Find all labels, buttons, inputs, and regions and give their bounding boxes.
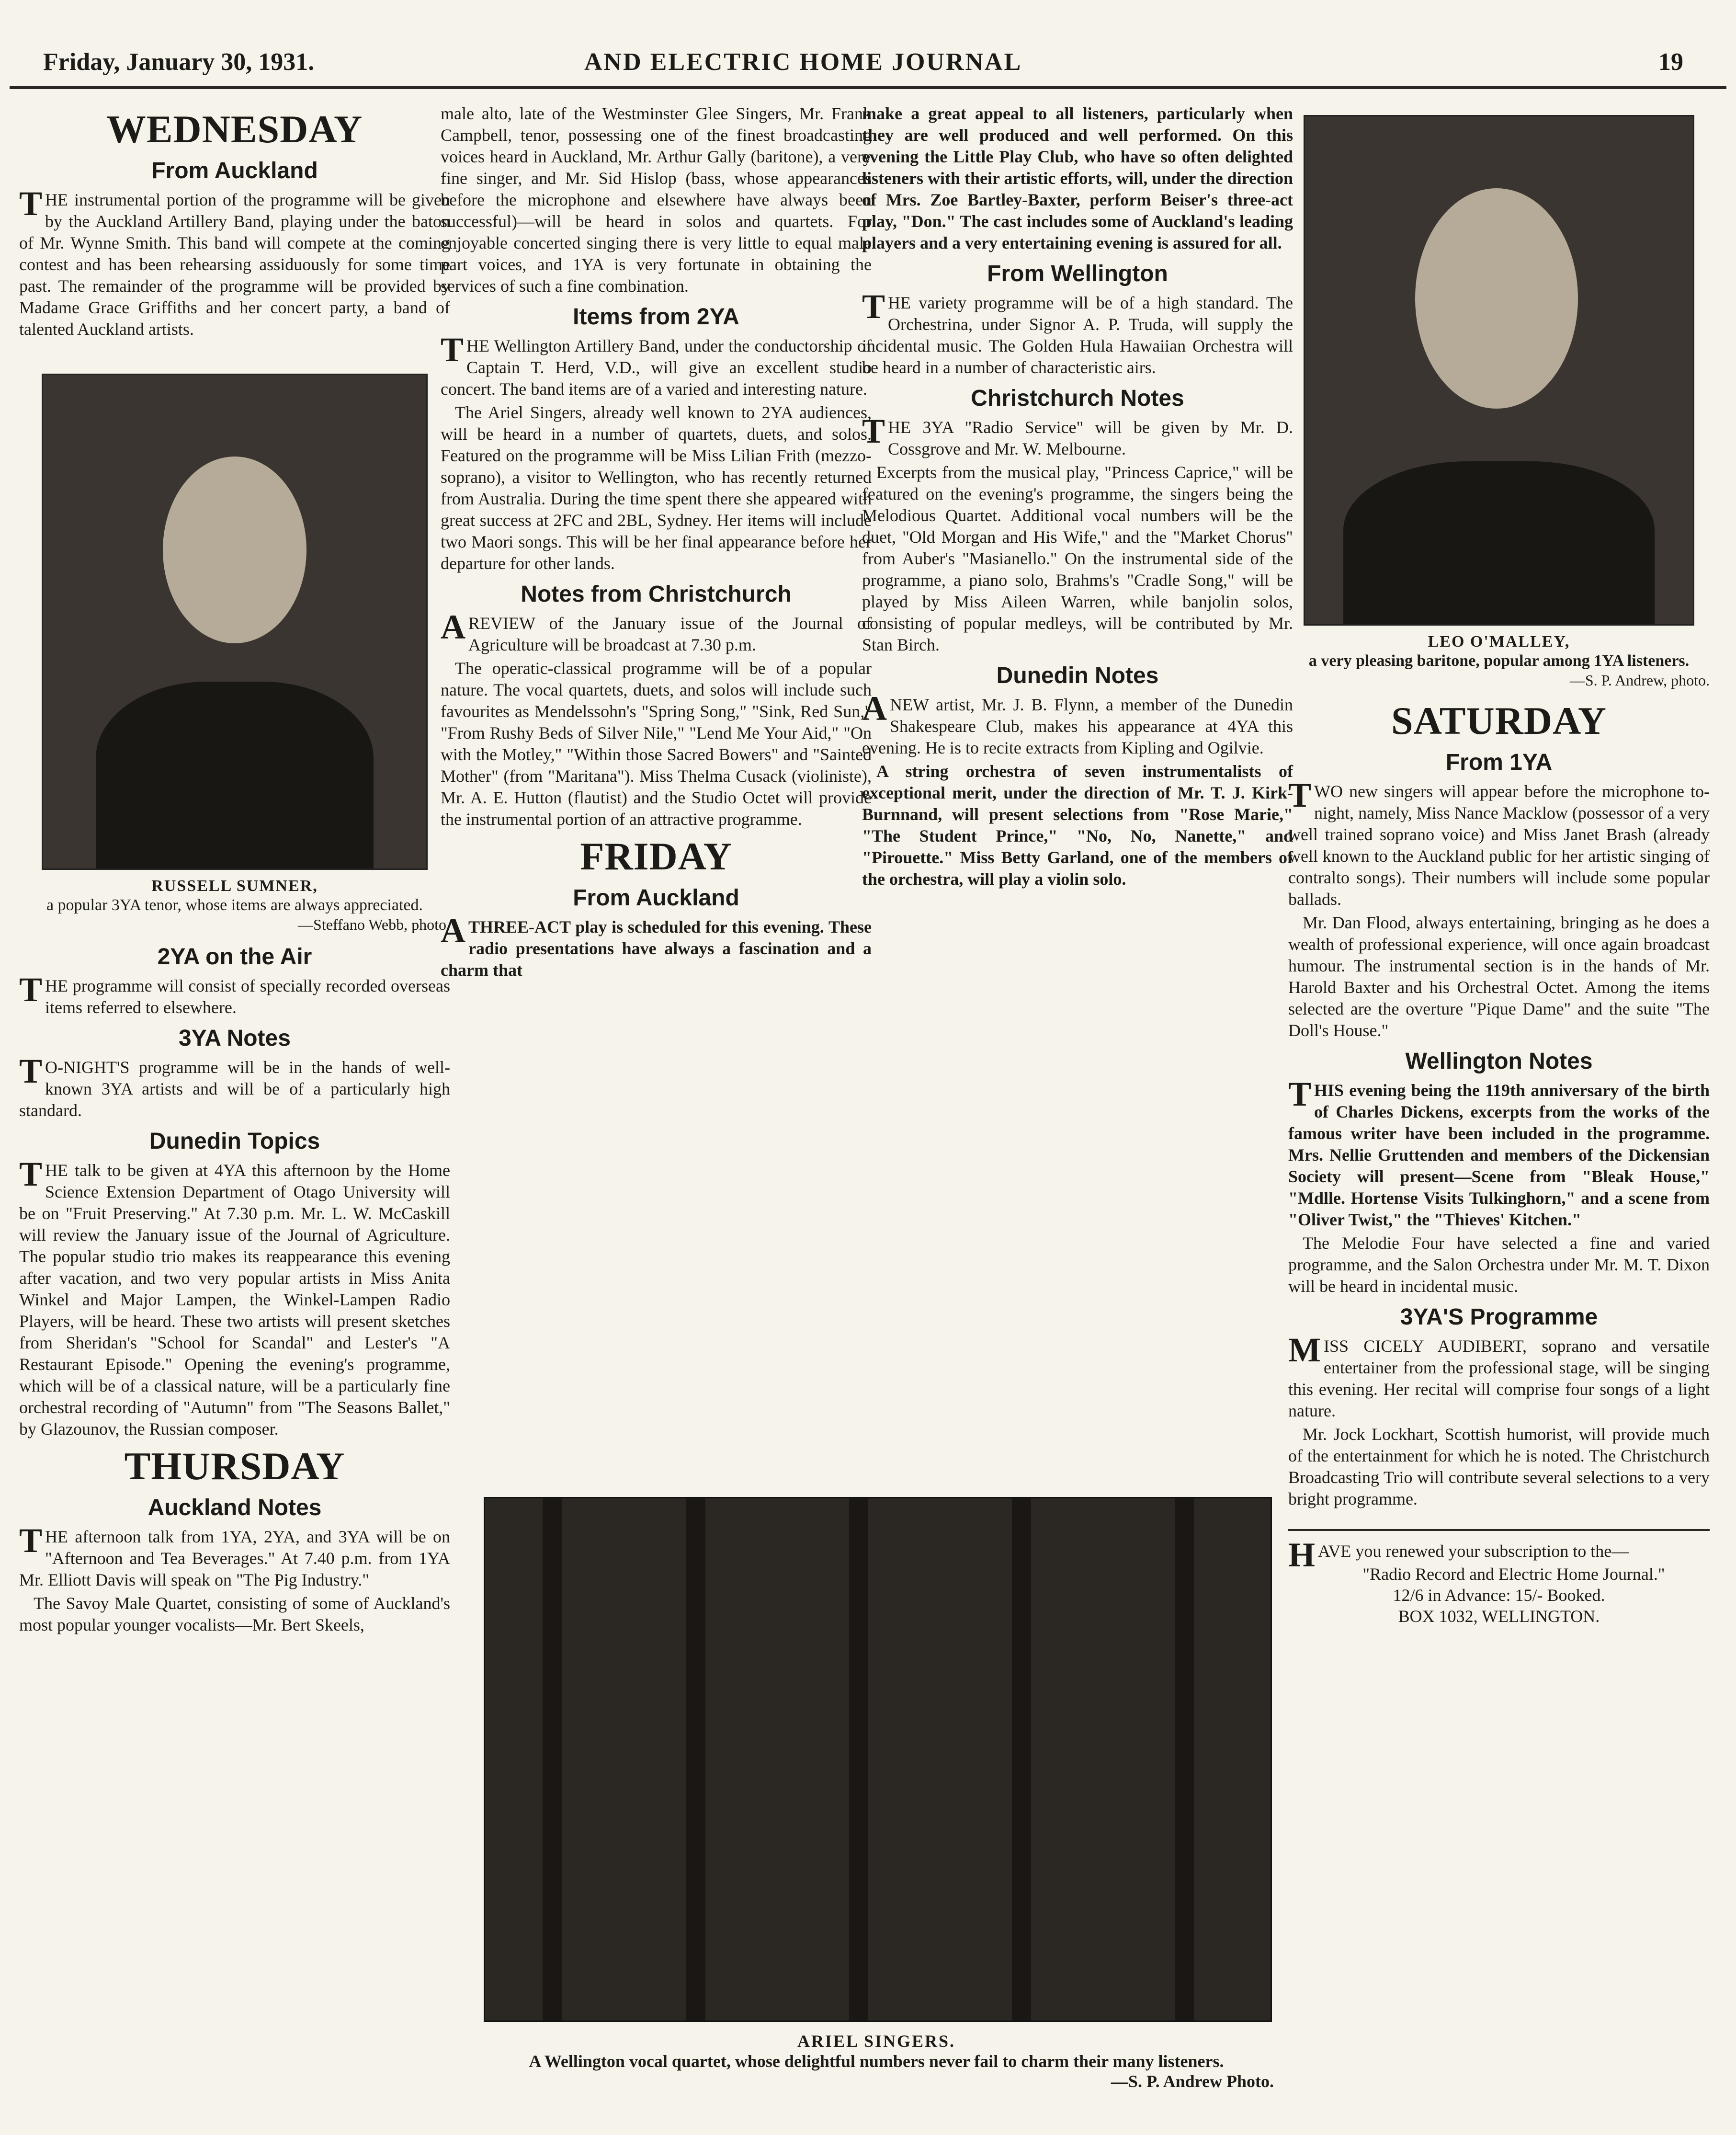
caption-description: a very pleasing baritone, popular among 1YA listeners. xyxy=(1308,652,1690,670)
column-1 xyxy=(19,103,450,1638)
section-title: From Auckland xyxy=(573,885,739,911)
section-title: Dunedin Topics xyxy=(149,1129,320,1154)
paragraph: The Melodie Four have selected a fine and varied programme, and the Salon Orchestra under Mr. M. T. Dixon will be heard in incidental music. xyxy=(1288,1233,1710,1296)
column-3 xyxy=(862,103,1293,892)
paragraph: THIS evening being the 119th anniversary of the birth of Charles Dickens, excerpts from the works of the famous writer have been included in the programme. Mrs. Nellie Gruttenden and members of the Dickensian Society will present—Scene from "Bleak House," "Mdlle. Hortense Visits Tulkinghorn," and a scene from "Oliver Twist," the "Thieves' Kitchen." xyxy=(1288,1075,1710,1229)
paragraph: THE Wellington Artillery Band, under the conductorship of Captain T. Herd, V.D., will give an excellent studio concert. The band items are of a varied and interesting nature. xyxy=(441,331,872,399)
section-title: Auckland Notes xyxy=(148,1495,322,1520)
photo-credit: —Steffano Webb, photo. xyxy=(298,916,450,933)
caption-name: LEO O'MALLEY, xyxy=(1428,633,1570,651)
section-title: From Wellington xyxy=(987,261,1168,286)
caption-description: A Wellington vocal quartet, whose delightful numbers never fail to charm their many listeners. xyxy=(529,2052,1224,2071)
day-heading-thursday: THURSDAY xyxy=(124,1444,345,1488)
paragraph: The Ariel Singers, already well known to 2YA audiences, will be heard in a number of quartets, duets, and solos. Featured on the programme will be Miss Lilian Frith (mezzo-soprano), a visitor to Wellington, who has recently returned from Australia. During the time spent there she appeared with great success at 2FC and 2BL, Sydney. Her items will include two Maori songs. This will be her final appearance before her departure for other lands. xyxy=(441,403,872,573)
paragraph: make a great appeal to all listeners, particularly when they are well produced and well performed. On this evening the Little Play Club, who have so often delighted listeners with their artistic efforts, will, under the direction of Mrs. Zoe Bartley-Baxter, perform Beiser's three-act play, "Don." The cast includes some of Auckland's leading players and a very entertaining evening is assured for all. xyxy=(862,104,1293,252)
portrait-photo-leo-omalley xyxy=(1304,115,1694,626)
paragraph: Mr. Jock Lockhart, Scottish humorist, will provide much of the entertainment for which he is noted. The Christchurch Broadcasting Trio will contribute several selections to a very bright programme. xyxy=(1288,1425,1710,1508)
day-heading-friday: FRIDAY xyxy=(580,834,732,878)
paragraph: THE instrumental portion of the programme will be given by the Auckland Artillery Band, playing under the baton of Mr. Wynne Smith. This band will compete at the coming contest and has been rehearsing assiduously for some time past. The remainder of the programme will be provided by Madame Grace Griffiths and her concert party, a band of talented Auckland artists. xyxy=(19,184,450,339)
photo-credit: —S. P. Andrew Photo. xyxy=(1111,2072,1274,2091)
photo-caption xyxy=(1288,632,1710,690)
paragraph: ANEW artist, Mr. J. B. Flynn, a member of the Dunedin Shakespeare Club, makes his appearance at 4YA this evening. He is to recite extracts from Kipling and Ogilvie. xyxy=(862,689,1293,757)
day-heading-saturday: SATURDAY xyxy=(1391,699,1607,742)
portrait-photo-russell-sumner xyxy=(42,374,428,870)
section-title: From 1YA xyxy=(1445,750,1553,775)
page-number: 19 xyxy=(1658,48,1683,76)
section-title: Christchurch Notes xyxy=(971,386,1184,411)
paragraph: Mr. Dan Flood, always entertaining, bringing as he does a wealth of professional experience, will once again broadcast humour. The instrumental section is in the hands of Mr. Harold Baxter and his Orchestral Octet. Among the items selected are the overture "Pique Dame" and the suite "The Doll's House." xyxy=(1288,913,1710,1040)
paragraph: A string orchestra of seven instrumentalists of exceptional merit, under the direction of Mr. T. J. Kirk-Burnnand, will present selections from "Rose Marie," "The Student Prince," "No, No, Nanette," and "Pirouette." Miss Betty Garland, one of the members of the orchestra, will play a violin solo. xyxy=(862,762,1293,889)
group-photo-ariel-singers xyxy=(484,1497,1272,2022)
caption-description: a popular 3YA tenor, whose items are always appreciated. xyxy=(46,896,423,914)
section-title: Notes from Christchurch xyxy=(521,582,792,607)
paragraph: THE 3YA "Radio Service" will be given by Mr. D. Cossgrove and Mr. W. Melbourne. xyxy=(862,412,1293,458)
ad-journal-title: "Radio Record and Electric Home Journal." xyxy=(1362,1564,1665,1584)
paragraph: MISS CICELY AUDIBERT, soprano and versatile entertainer from the professional stage, will be singing this evening. Her recital will comprise four songs of a light nature. xyxy=(1288,1331,1710,1420)
section-title: Wellington Notes xyxy=(1405,1049,1593,1074)
paragraph: THE variety programme will be of a high standard. The Orchestrina, under Signor A. P. Truda, will supply the incidental music. The Golden Hula Hawaiian Orchestra will be heard in a number of characteristic airs. xyxy=(862,287,1293,377)
column-2 xyxy=(441,103,872,983)
paragraph: THE programme will consist of specially recorded overseas items referred to elsewhere. xyxy=(19,970,450,1017)
section-title: From Auckland xyxy=(151,158,318,183)
paragraph: THE afternoon talk from 1YA, 2YA, and 3YA will be on "Afternoon and Tea Beverages." At 7.40 p.m. from 1YA Mr. Elliott Davis will speak on "The Pig Industry." xyxy=(19,1521,450,1589)
section-title: Dunedin Notes xyxy=(996,663,1159,688)
ad-text: HAVE you renewed your subscription to the— xyxy=(1288,1536,1629,1574)
paragraph: The operatic-classical programme will be of a popular nature. The vocal quartets, duets, and solos will include such favourites as Mendelssohn's "Spring Song," "Sink, Red Sun," "From Rushy Beds of Silver Nile," "Lend Me Your Aid," "On with the Motley," "Within those Sacred Bowers" and "Sainted Mother" (from "Maritana"). Miss Thelma Cusack (violiniste), Mr. A. E. Hutton (flautist) and the Studio Octet will provide the instrumental portion of an attractive programme. xyxy=(441,659,872,829)
column-4 xyxy=(1288,103,1710,1627)
paragraph: Excerpts from the musical play, "Princess Caprice," will be featured on the evening's programme, the singers being the Melodious Quartet. Additional vocal numbers will be the duet, "Old Morgan and His Wife," and the "Market Chorus" from Auber's "Masianello." On the instrumental side of the programme, a piano solo, Brahms's "Cradle Song," will be played by Miss Aileen Warren, while banjolin solos, consisting of popular medleys, will be contributed by Mr. Stan Birch. xyxy=(862,463,1293,654)
day-heading-wednesday: WEDNESDAY xyxy=(106,107,363,151)
caption-name: ARIEL SINGERS. xyxy=(797,2032,956,2051)
ad-price: 12/6 in Advance: 15/- Booked. xyxy=(1393,1586,1605,1605)
group-photo-caption xyxy=(479,2031,1274,2091)
subscription-ad xyxy=(1288,1529,1710,1627)
caption-name: RUSSELL SUMNER, xyxy=(151,877,318,895)
page-header xyxy=(38,48,1698,81)
photo-caption xyxy=(19,877,450,934)
paragraph: ATHREE-ACT play is scheduled for this evening. These radio presentations have always a fascination and a charm that xyxy=(441,912,872,980)
paragraph: TO-NIGHT'S programme will be in the hands of well-known 3YA artists and will be of a particularly high standard. xyxy=(19,1052,450,1120)
paragraph: THE talk to be given at 4YA this afternoon by the Home Science Extension Department of Otago University will be on "Fruit Preserving." At 7.30 p.m. Mr. L. W. McCaskill will review the January issue of the Journal of Agriculture. The popular studio trio makes its reappearance this evening after vacation, and two very popular artists in Miss Anita Winkel and Major Lampen, the Winkel-Lampen Radio Players, will be heard. These two artists will present sketches from Sheridan's "School for Scandal" and Lester's "A Restaurant Episode." Opening the evening's programme, which will be of a classical nature, will be a particularly fine orchestral recording of "Autumn" from "The Seasons Ballet," by Glazounov, the Russian composer. xyxy=(19,1155,450,1439)
photo-credit: —S. P. Andrew, photo. xyxy=(1569,672,1710,689)
paragraph: male alto, late of the Westminster Glee Singers, Mr. Frank Campbell, tenor, possessing one of the finest broadcasting voices heard in Auckland, Mr. Arthur Gally (baritone), a very fine singer, and Mr. Sid Hislop (bass, whose appearances before the microphone and elsewhere have always been successful)—will be heard in solos and quartets. For enjoyable concerted singing there is very little to equal male part voices, and 1YA is very fortunate in obtaining the services of such a fine combination. xyxy=(441,104,872,296)
section-title: Items from 2YA xyxy=(573,304,739,330)
ad-address: BOX 1032, WELLINGTON. xyxy=(1398,1607,1600,1626)
paragraph: AREVIEW of the January issue of the Journal of Agriculture will be broadcast at 7.30 p.m. xyxy=(441,608,872,654)
paragraph: The Savoy Male Quartet, consisting of some of Auckland's most popular younger vocalists—Mr. Bert Skeels, xyxy=(19,1594,450,1634)
section-title: 3YA Notes xyxy=(179,1026,291,1051)
journal-title: AND ELECTRIC HOME JOURNAL xyxy=(584,48,1022,76)
header-rule xyxy=(10,86,1726,89)
paragraph: TWO new singers will appear before the microphone to-night, namely, Miss Nance Macklow (possessor of a very well trained soprano voice) and Miss Janet Brash (already well known to the Auckland public for her artistic singing of contralto songs). Their numbers will include some popular ballads. xyxy=(1288,776,1710,909)
issue-date: Friday, January 30, 1931. xyxy=(43,48,315,76)
section-title: 2YA on the Air xyxy=(157,944,312,970)
section-title: 3YA'S Programme xyxy=(1400,1304,1598,1330)
